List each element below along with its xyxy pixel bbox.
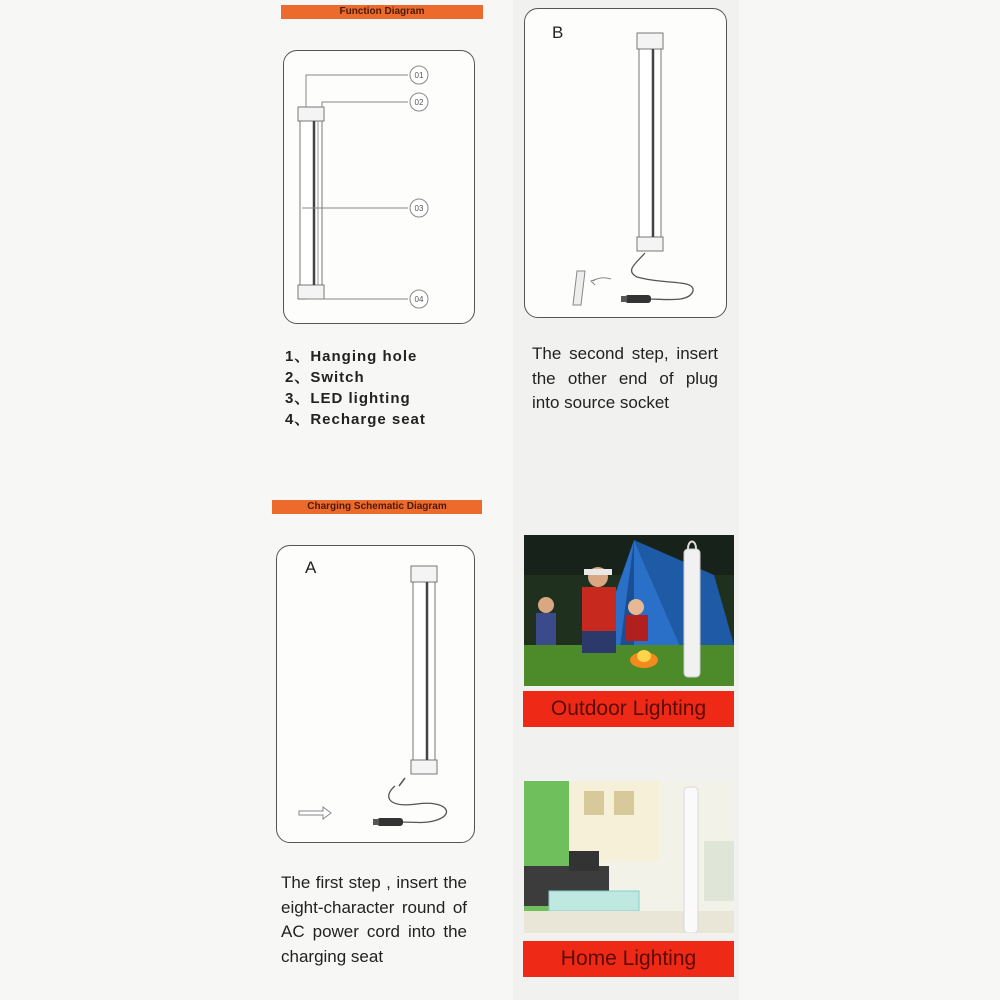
step-b-letter: B <box>552 23 564 42</box>
step-a-lamp-drawing <box>277 546 476 844</box>
home-scene-illustration <box>524 781 734 933</box>
lamp-function-drawing <box>284 51 476 325</box>
callout-01: 01 <box>414 71 424 80</box>
parts-list <box>285 346 426 430</box>
part-recharge-seat: 4、Recharge seat <box>285 411 426 428</box>
step-b-instructions: The second step, insert the other end of plug into source socket <box>532 344 718 412</box>
part-switch: 2、Switch <box>285 369 365 386</box>
step-a-instructions: The first step , insert the eight-character round of AC power cord into the charging seat <box>281 873 467 966</box>
home-lighting-photo <box>524 781 734 933</box>
callout-03: 03 <box>414 204 424 213</box>
callout-02: 02 <box>414 98 424 107</box>
part-hanging-hole: 1、Hanging hole <box>285 348 418 365</box>
step-b-lamp-drawing <box>525 9 728 319</box>
outdoor-lighting-label: Outdoor Lighting <box>523 691 734 727</box>
home-lighting-label: Home Lighting <box>523 941 734 977</box>
step-b-diagram-box <box>524 8 727 318</box>
function-diagram-banner: Function Diagram <box>281 5 483 19</box>
charging-schematic-banner: Charging Schematic Diagram <box>272 500 482 514</box>
outdoor-lighting-photo <box>524 535 734 686</box>
function-diagram-box <box>283 50 475 324</box>
step-a-diagram-box <box>276 545 475 843</box>
callout-04: 04 <box>414 295 424 304</box>
outdoor-scene-illustration <box>524 535 734 686</box>
part-led-lighting: 3、LED lighting <box>285 390 411 407</box>
step-a-letter: A <box>305 558 317 577</box>
